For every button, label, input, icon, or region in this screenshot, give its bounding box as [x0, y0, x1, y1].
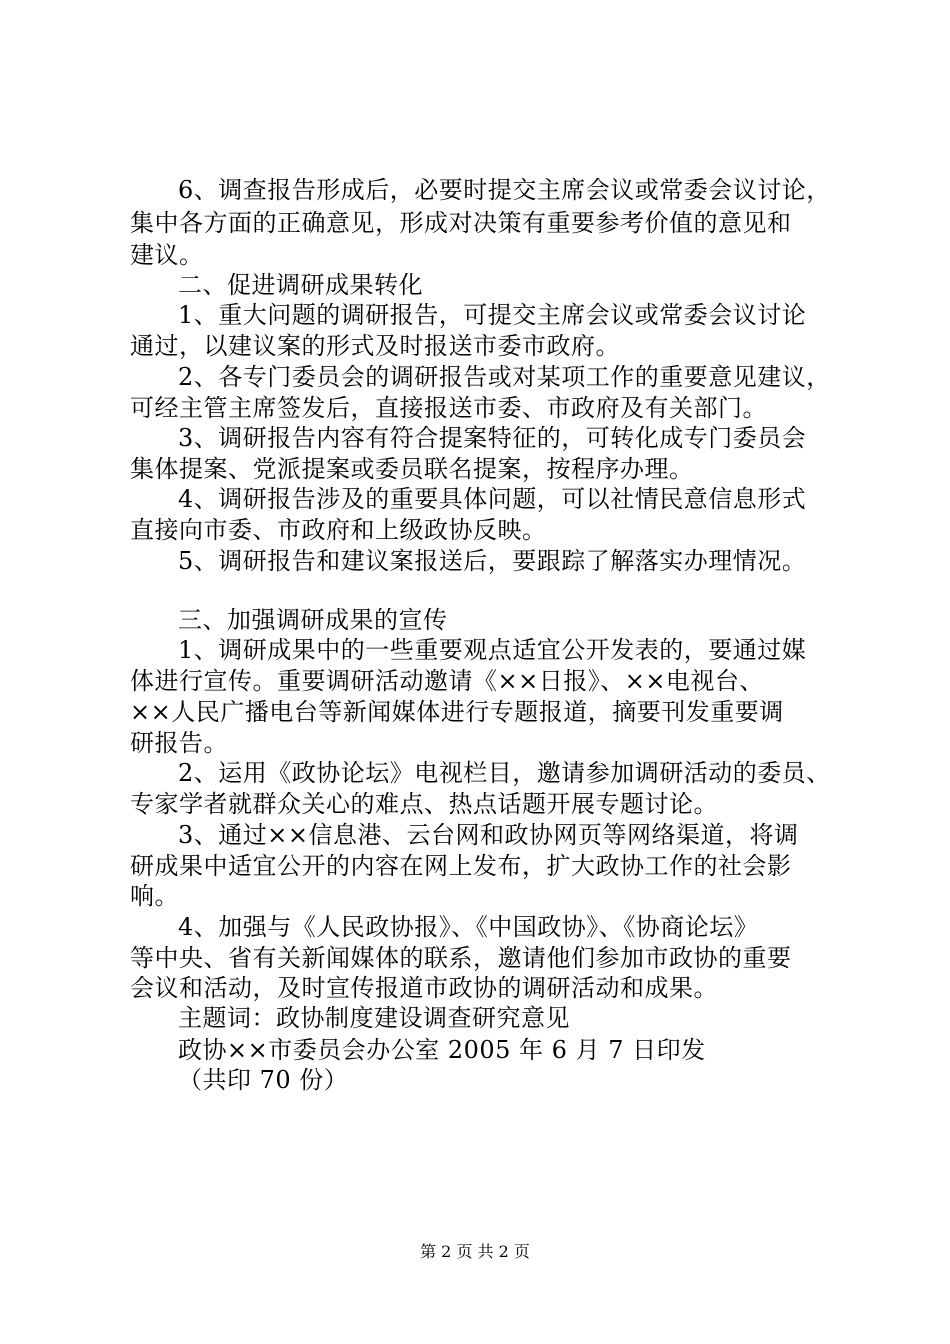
section-2-heading: 二、促进调研成果转化: [178, 271, 423, 299]
section-2-item-4-line-1: 4、调研报告涉及的重要具体问题，可以社情民意信息形式: [178, 485, 807, 513]
section-3-item-4-line-3: 会议和活动，及时宣传报道市政协的调研活动和成果。: [130, 974, 718, 1002]
section-3-item-4-line-1: 4、加强与《人民政协报》、《中国政协》、《协商论坛》: [178, 913, 759, 941]
page-footer: 第 2 页 共 2 页: [420, 1242, 530, 1261]
section-3-item-3-line-1: 3、通过××信息港、云台网和政协网页等网络渠道，将调: [178, 821, 799, 849]
section-3-item-3-line-3: 响。: [130, 882, 179, 910]
section-3-item-1-line-4: 研报告。: [130, 729, 228, 757]
section-3-item-2-line-2: 专家学者就群众关心的难点、热点话题开展专题讨论。: [130, 790, 718, 818]
section-2-item-2-line-1: 2、各专门委员会的调研报告或对某项工作的重要意见建议，: [178, 363, 831, 391]
paragraph-6-line-1: 6、调查报告形成后，必要时提交主席会议或常委会议讨论，: [178, 176, 831, 204]
section-2-item-4-line-2: 直接向市委、市政府和上级政协反映。: [130, 516, 547, 544]
section-2-item-1-line-2: 通过，以建议案的形式及时报送市委市政府。: [130, 332, 620, 360]
print-count: （共印 70 份）: [178, 1066, 349, 1094]
issuer-line: 政协××市委员会办公室 2005 年 6 月 7 日印发: [178, 1036, 706, 1064]
section-2-item-5: 5、调研报告和建议案报送后，要跟踪了解落实办理情况。: [178, 547, 807, 575]
section-3-item-1-line-2: 体进行宣传。重要调研活动邀请《××日报》、××电视台、: [130, 667, 764, 695]
section-2-item-1-line-1: 1、重大问题的调研报告，可提交主席会议或常委会议讨论: [178, 301, 807, 329]
section-3-item-3-line-2: 研成果中适宜公开的内容在网上发布，扩大政协工作的社会影: [130, 852, 792, 880]
section-2-item-2-line-2: 可经主管主席签发后，直接报送市委、市政府及有关部门。: [130, 394, 767, 422]
section-2-item-3-line-1: 3、调研报告内容有符合提案特征的，可转化成专门委员会: [178, 424, 807, 452]
paragraph-6-line-3: 建议。: [130, 241, 204, 269]
section-3-item-4-line-2: 等中央、省有关新闻媒体的联系，邀请他们参加市政协的重要: [130, 944, 792, 972]
section-3-item-1-line-1: 1、调研成果中的一些重要观点适宜公开发表的，要通过媒: [178, 636, 807, 664]
section-2-item-3-line-2: 集体提案、党派提案或委员联名提案，按程序办理。: [130, 455, 694, 483]
subject-keywords: 主题词：政协制度建设调查研究意见: [178, 1004, 570, 1032]
section-3-item-1-line-3: ××人民广播电台等新闻媒体进行专题报道，摘要刊发重要调: [130, 698, 784, 726]
paragraph-6-line-2: 集中各方面的正确意见，形成对决策有重要参考价值的意见和: [130, 209, 792, 237]
section-3-heading: 三、加强调研成果的宣传: [178, 606, 448, 634]
section-3-item-2-line-1: 2、运用《政协论坛》电视栏目，邀请参加调研活动的委员、: [178, 759, 831, 787]
